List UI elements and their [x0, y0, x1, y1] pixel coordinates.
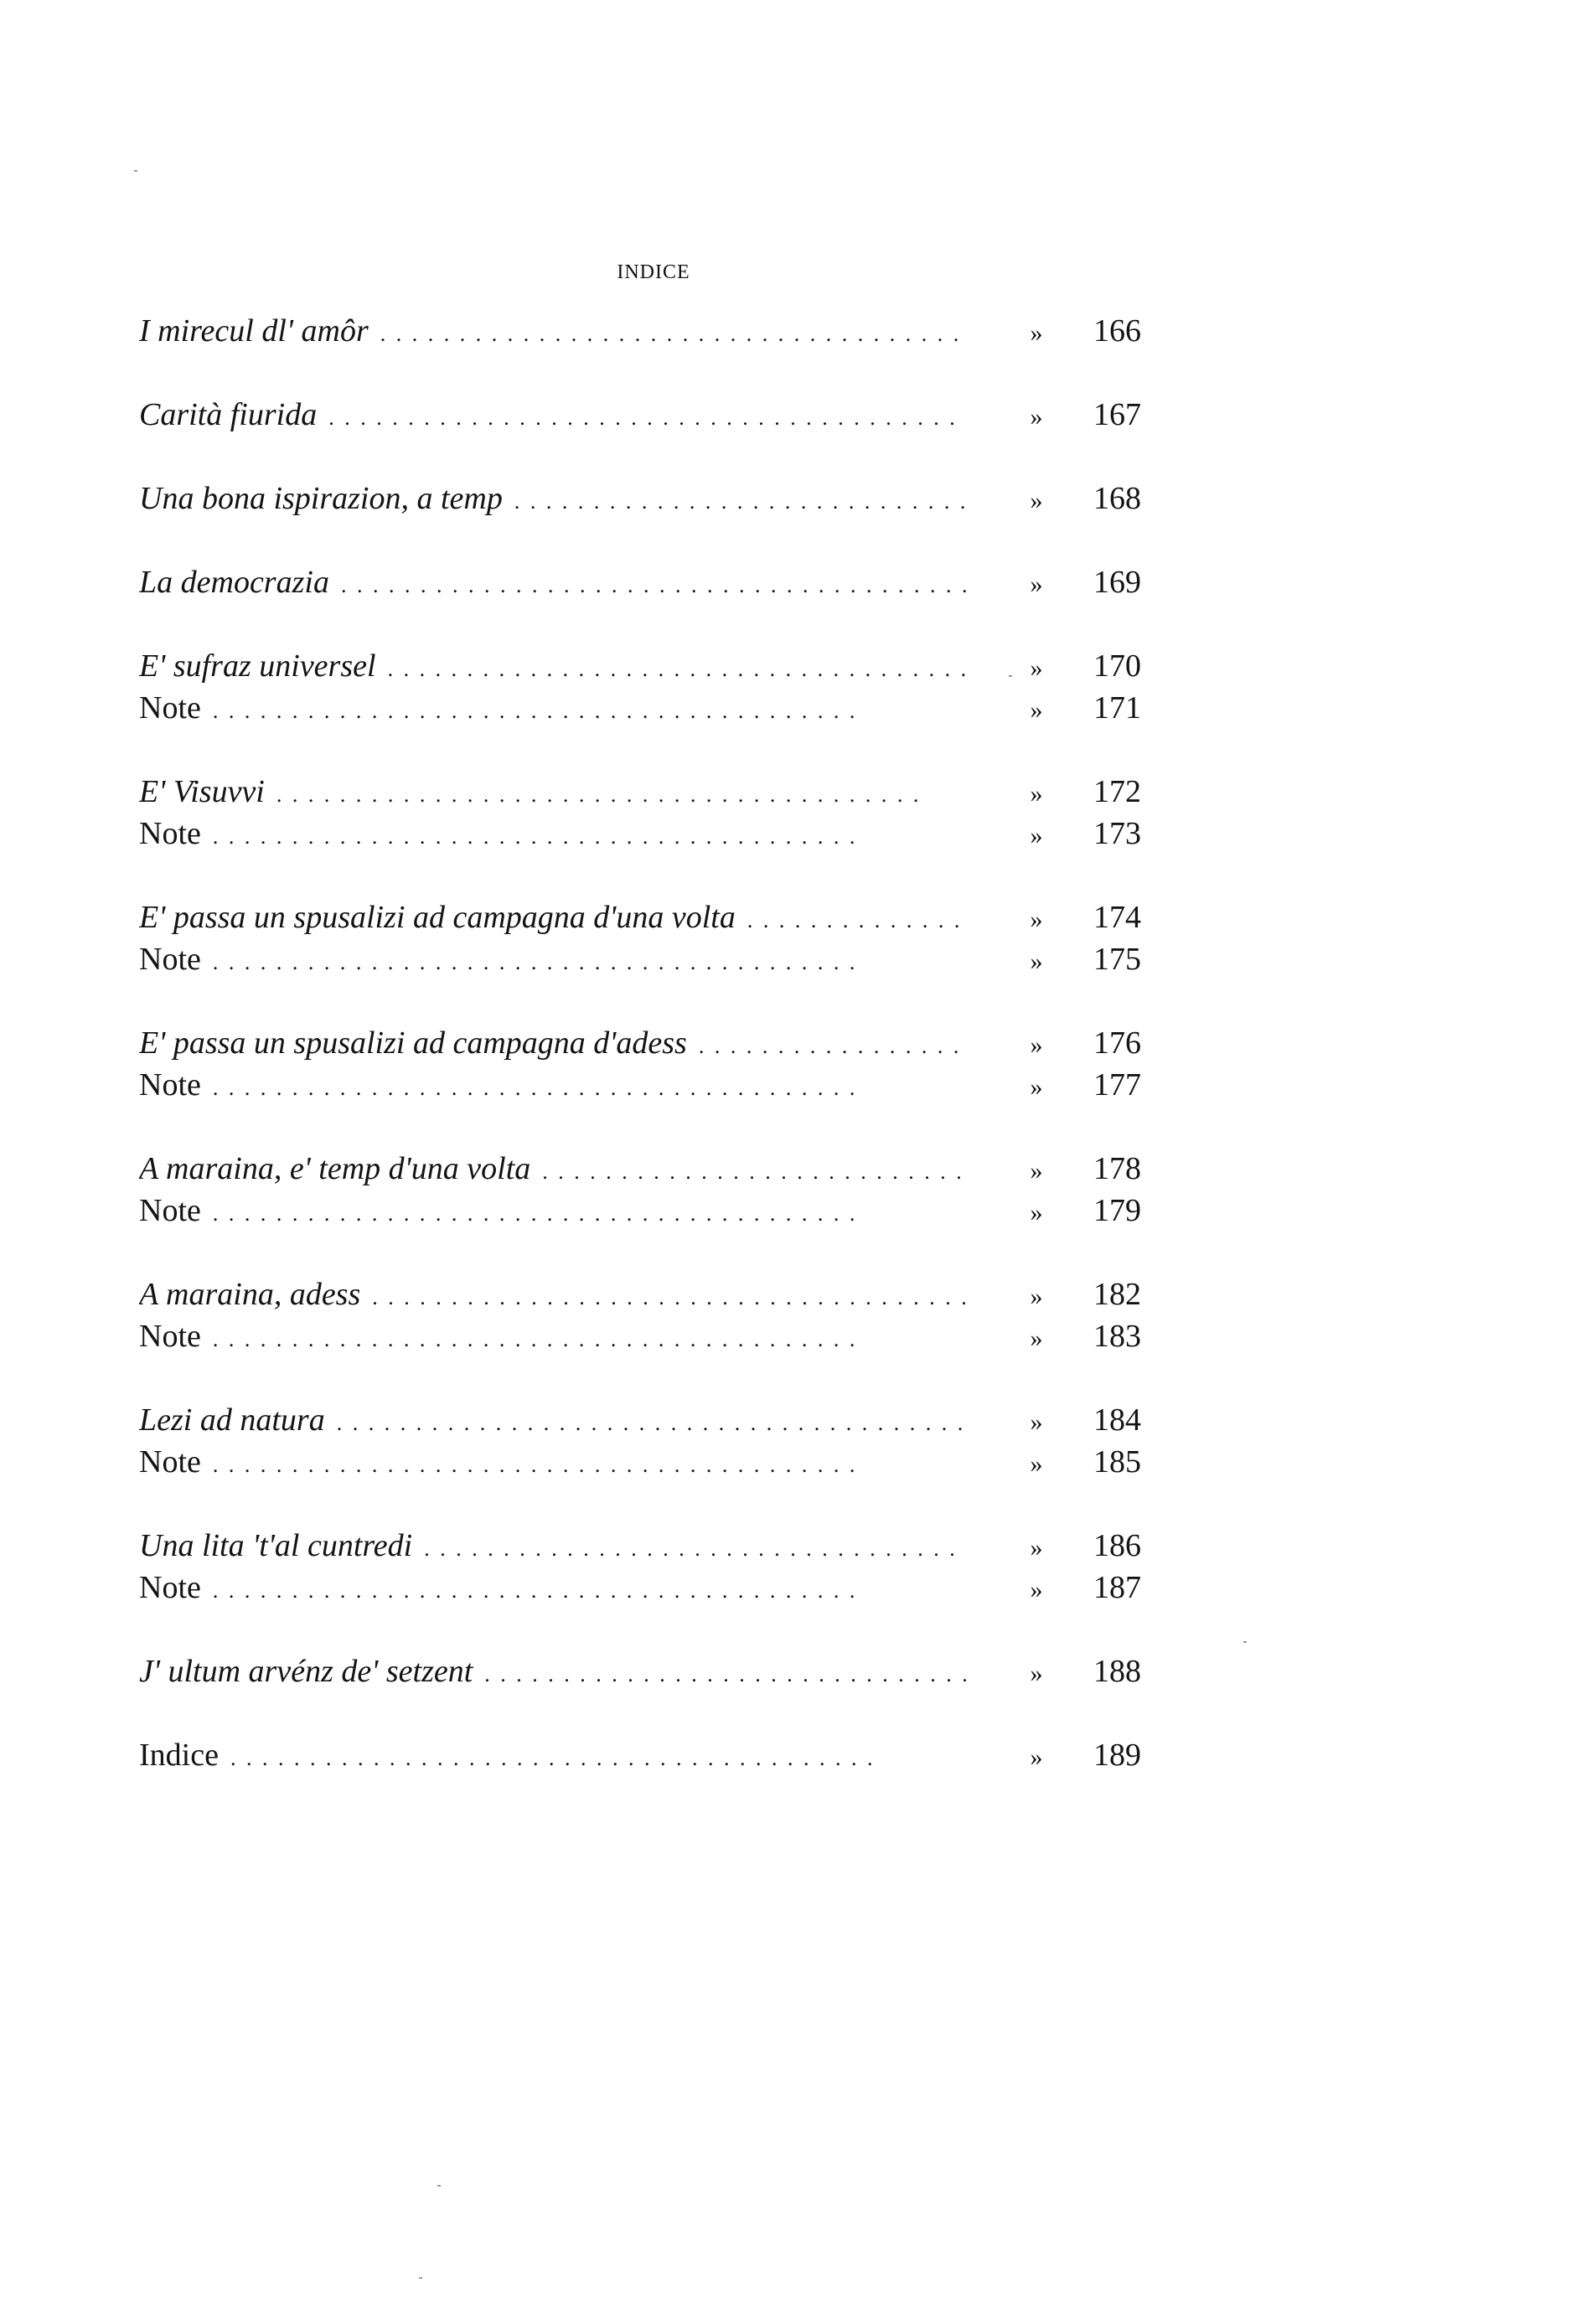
- toc-group: [139, 310, 1183, 352]
- toc-entry-page: 170: [1093, 648, 1141, 684]
- toc-entry-note: [139, 1064, 1183, 1106]
- toc-group: [139, 561, 1183, 603]
- dot-leader: [213, 1570, 866, 1612]
- dot-leader: [514, 481, 967, 523]
- toc-entry-page: 179: [1093, 1193, 1141, 1228]
- scan-speck: [1243, 1641, 1247, 1643]
- toc-entry-note: [139, 1567, 1183, 1609]
- page-marker: »: [1030, 1283, 1043, 1310]
- toc-group: [139, 478, 1183, 519]
- dot-leader: [213, 690, 866, 732]
- toc-entry: [139, 1148, 1183, 1190]
- toc-entry: [139, 1273, 1183, 1315]
- toc-group: [139, 1022, 1183, 1106]
- toc-entry: [139, 1525, 1183, 1567]
- page-marker: »: [1030, 319, 1043, 347]
- toc-entry: [139, 1022, 1183, 1064]
- dot-leader: [230, 1738, 884, 1779]
- toc-entry-title: E' sufraz universel: [139, 648, 376, 684]
- dot-leader: [542, 1151, 967, 1193]
- page-marker: »: [1030, 571, 1043, 598]
- toc-entry-note: [139, 1190, 1183, 1232]
- toc-entry-page: 172: [1093, 774, 1141, 809]
- page-marker: »: [1030, 1408, 1043, 1436]
- toc-group: [139, 771, 1183, 855]
- toc-entry-page: 183: [1093, 1319, 1141, 1354]
- toc-entry-page: 166: [1093, 313, 1141, 349]
- scan-speck: [1009, 675, 1012, 677]
- page-marker: »: [1030, 780, 1043, 808]
- page-marker: »: [1030, 1199, 1043, 1227]
- toc-entry-title: A maraina, e' temp d'una volta: [139, 1151, 531, 1186]
- dot-leader: [276, 774, 930, 816]
- dot-leader: [424, 1528, 967, 1570]
- dot-leader: [213, 1319, 866, 1361]
- toc-entry-title: E' passa un spusalizi ad campagna d'una volta: [139, 900, 736, 935]
- toc-group: [139, 1399, 1183, 1483]
- toc-group: [139, 645, 1183, 729]
- toc-entry-page: 174: [1093, 900, 1141, 935]
- page-marker: »: [1030, 403, 1043, 431]
- toc-entry-note: [139, 1315, 1183, 1357]
- dot-leader: [484, 1654, 967, 1696]
- scan-speck: [437, 2185, 441, 2187]
- toc-entry: [139, 561, 1183, 603]
- toc-entry-title: Una bona ispirazion, a temp: [139, 481, 503, 516]
- page-marker: »: [1030, 1031, 1043, 1059]
- toc-entry: [139, 896, 1183, 938]
- dot-leader: [213, 1444, 866, 1486]
- dot-leader: [337, 1402, 967, 1444]
- dot-leader: [341, 565, 967, 607]
- dot-leader: [372, 1277, 967, 1319]
- toc-group: [139, 896, 1183, 980]
- page-marker: »: [1030, 1576, 1043, 1604]
- toc-entry-page: 182: [1093, 1277, 1141, 1312]
- toc-entry-page: 186: [1093, 1528, 1141, 1563]
- toc-entry-title: Carità fiurida: [139, 397, 318, 432]
- dot-leader: [213, 942, 866, 984]
- dot-leader: [213, 1193, 866, 1235]
- toc-entry-note: [139, 687, 1183, 729]
- running-head: INDICE: [617, 261, 690, 283]
- page-marker: »: [1030, 1450, 1043, 1478]
- toc-entry: [139, 771, 1183, 813]
- dot-leader: [747, 900, 967, 942]
- toc-group: [139, 1650, 1183, 1692]
- toc-entry-title: Note: [139, 690, 201, 726]
- toc-entry-title: Note: [139, 1319, 201, 1354]
- page-marker: »: [1030, 822, 1043, 850]
- toc-entry-note: [139, 1441, 1183, 1483]
- toc-entry-page: 173: [1093, 816, 1141, 851]
- page-marker: »: [1030, 1660, 1043, 1687]
- toc-entry-page: 168: [1093, 481, 1141, 516]
- toc-entry: [139, 478, 1183, 519]
- toc-entry-page: 185: [1093, 1444, 1141, 1480]
- dot-leader: [388, 648, 967, 690]
- scan-speck: [134, 170, 137, 172]
- toc-group: [139, 1273, 1183, 1357]
- toc-entry-title: E' passa un spusalizi ad campagna d'adess: [139, 1025, 687, 1061]
- toc-entry-title: Note: [139, 1444, 201, 1480]
- page-marker: »: [1030, 1073, 1043, 1101]
- toc-group: [139, 1525, 1183, 1609]
- toc-group: [139, 394, 1183, 436]
- toc-entry: [139, 1650, 1183, 1692]
- toc-entry-title: Note: [139, 1570, 201, 1605]
- page-marker: »: [1030, 1534, 1043, 1562]
- toc-entry: [139, 394, 1183, 436]
- toc-entry-title: I mirecul dl' amôr: [139, 313, 369, 349]
- toc-entry: [139, 310, 1183, 352]
- toc-entry: [139, 645, 1183, 687]
- dot-leader: [213, 1067, 866, 1109]
- page-marker: »: [1030, 487, 1043, 514]
- dot-leader: [699, 1025, 967, 1067]
- toc-entry-page: 171: [1093, 690, 1141, 726]
- toc-entry-page: 177: [1093, 1067, 1141, 1103]
- scan-speck: [419, 2277, 422, 2279]
- toc-entry-title: Una lita 't'al cuntredi: [139, 1528, 413, 1563]
- dot-leader: [380, 313, 967, 355]
- page-marker: »: [1030, 906, 1043, 933]
- toc-entry-note: [139, 813, 1183, 855]
- toc-entry-page: 189: [1093, 1738, 1141, 1773]
- toc-group: [139, 1148, 1183, 1232]
- page-marker: »: [1030, 948, 1043, 975]
- dot-leader: [328, 397, 967, 439]
- page-marker: »: [1030, 1157, 1043, 1185]
- toc-entry-page: 176: [1093, 1025, 1141, 1061]
- toc-entry-title: Indice: [139, 1738, 219, 1773]
- dot-leader: [213, 816, 866, 858]
- toc-entry-page: 188: [1093, 1654, 1141, 1689]
- toc-entry-title: Note: [139, 942, 201, 977]
- toc-entry-page: 187: [1093, 1570, 1141, 1605]
- table-of-contents: [139, 310, 1183, 1818]
- toc-entry-title: J' ultum arvénz de' setzent: [139, 1654, 473, 1689]
- page-marker: »: [1030, 654, 1043, 682]
- toc-entry: [139, 1734, 1183, 1776]
- toc-entry-page: 175: [1093, 942, 1141, 977]
- toc-entry-title: La democrazia: [139, 565, 329, 600]
- toc-entry-note: [139, 938, 1183, 980]
- toc-entry-title: Lezi ad natura: [139, 1402, 325, 1438]
- page-marker: »: [1030, 1743, 1043, 1771]
- page-marker: »: [1030, 1325, 1043, 1352]
- toc-entry-page: 184: [1093, 1402, 1141, 1438]
- toc-entry-title: Note: [139, 1193, 201, 1228]
- toc-entry-page: 169: [1093, 565, 1141, 600]
- toc-entry-title: E' Visuvvi: [139, 774, 265, 809]
- toc-entry-page: 178: [1093, 1151, 1141, 1186]
- toc-entry-title: Note: [139, 816, 201, 851]
- page-marker: »: [1030, 696, 1043, 724]
- toc-entry-page: 167: [1093, 397, 1141, 432]
- toc-entry-title: A maraina, adess: [139, 1277, 361, 1312]
- toc-entry-title: Note: [139, 1067, 201, 1103]
- toc-group: [139, 1734, 1183, 1776]
- toc-entry: [139, 1399, 1183, 1441]
